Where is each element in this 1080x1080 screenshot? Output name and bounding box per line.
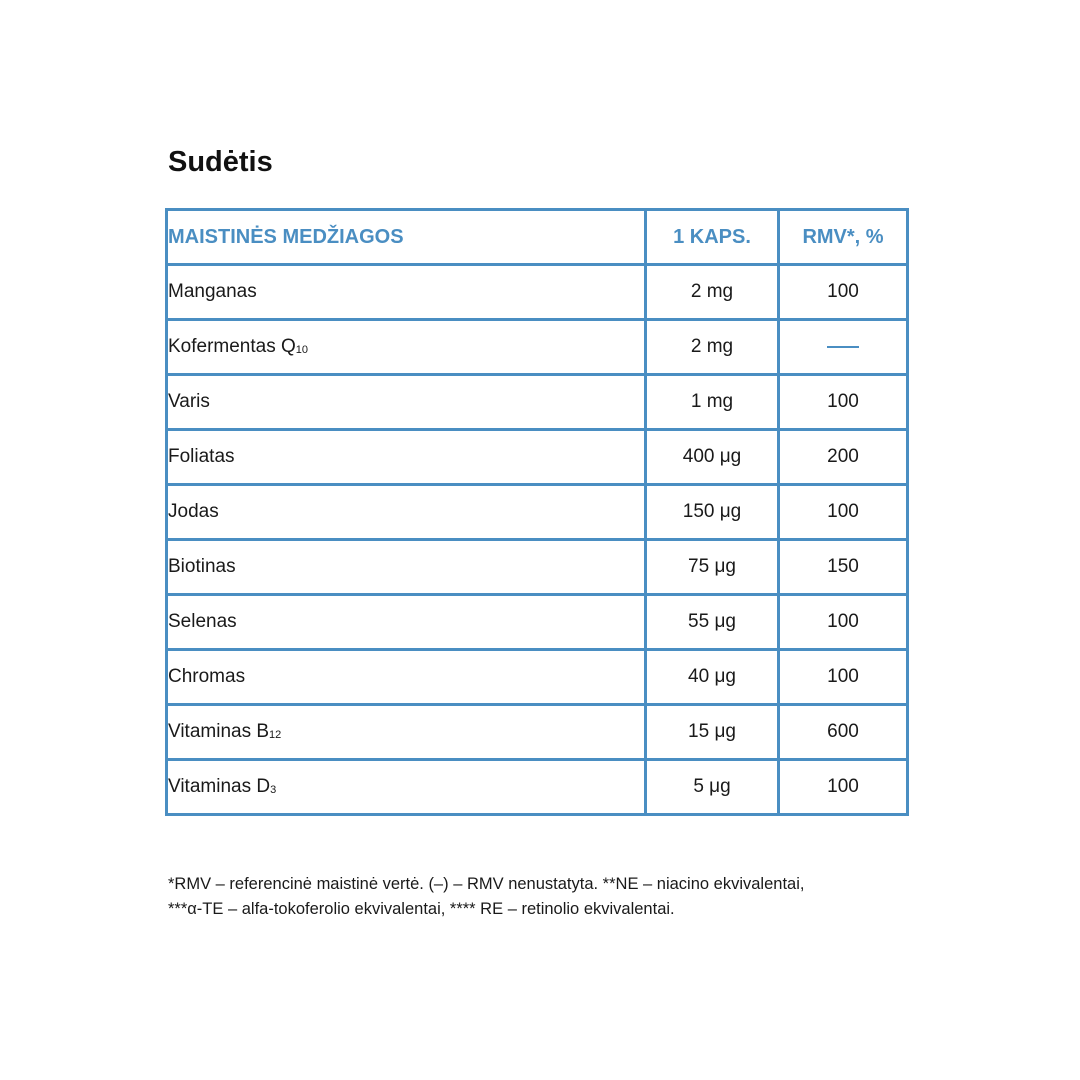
amount-per-capsule: 15 μg xyxy=(646,705,779,760)
dash-icon xyxy=(827,346,859,348)
table-row xyxy=(167,540,908,595)
nutrient-label: Manganas xyxy=(168,281,257,302)
table-header-row xyxy=(167,210,908,265)
amount-per-capsule: 1 mg xyxy=(646,375,779,430)
table-row xyxy=(167,760,908,815)
nutrient-name xyxy=(167,265,646,320)
nutrient-name xyxy=(167,595,646,650)
table-row xyxy=(167,265,908,320)
amount-per-capsule: 2 mg xyxy=(646,320,779,375)
nutrient-subscript: 10 xyxy=(295,344,309,356)
rmv-percent xyxy=(779,320,908,375)
nutrition-table xyxy=(165,208,909,816)
nutrient-label: Jodas xyxy=(168,501,219,522)
nutrient-name xyxy=(167,540,646,595)
page-title: Sudėtis xyxy=(168,146,273,178)
nutrient-label: Varis xyxy=(168,391,210,412)
rmv-percent: 100 xyxy=(779,375,908,430)
nutrient-label: Vitaminas D xyxy=(168,776,271,797)
table-row xyxy=(167,320,908,375)
nutrient-name xyxy=(167,430,646,485)
amount-per-capsule: 55 μg xyxy=(646,595,779,650)
table-row xyxy=(167,650,908,705)
rmv-percent: 100 xyxy=(779,760,908,815)
nutrient-label: Chromas xyxy=(168,666,246,687)
nutrient-subscript: 12 xyxy=(269,729,282,741)
table-row xyxy=(167,595,908,650)
header-rmv: RMV*, % xyxy=(779,210,908,265)
nutrient-name xyxy=(167,485,646,540)
footnote xyxy=(168,872,928,922)
nutrient-label: Foliatas xyxy=(168,446,235,467)
amount-per-capsule: 40 μg xyxy=(646,650,779,705)
amount-per-capsule: 5 μg xyxy=(646,760,779,815)
rmv-percent: 100 xyxy=(779,595,908,650)
table-row xyxy=(167,705,908,760)
rmv-percent: 200 xyxy=(779,430,908,485)
rmv-percent: 100 xyxy=(779,650,908,705)
amount-per-capsule: 150 μg xyxy=(646,485,779,540)
nutrient-label: Biotinas xyxy=(168,556,236,577)
table-row xyxy=(167,375,908,430)
nutrient-label: Selenas xyxy=(168,611,237,632)
amount-per-capsule: 2 mg xyxy=(646,265,779,320)
footnote-line-1: *RMV – referencinė maistinė vertė. (–) – RMV nenustatyta. **NE – niacino ekvivalentai, xyxy=(168,875,805,893)
rmv-percent: 150 xyxy=(779,540,908,595)
footnote-line-2: ***α-TE – alfa-tokoferolio ekvivalentai, **** RE – retinolio ekvivalentai. xyxy=(168,900,675,918)
table-row xyxy=(167,430,908,485)
nutrient-name xyxy=(167,760,646,815)
nutrient-name xyxy=(167,375,646,430)
nutrient-label: Vitaminas B xyxy=(168,721,270,742)
nutrient-name xyxy=(167,650,646,705)
nutrient-subscript: 3 xyxy=(270,784,277,796)
rmv-percent: 600 xyxy=(779,705,908,760)
nutrient-name xyxy=(167,705,646,760)
rmv-percent: 100 xyxy=(779,265,908,320)
amount-per-capsule: 400 μg xyxy=(646,430,779,485)
amount-per-capsule: 75 μg xyxy=(646,540,779,595)
table-row xyxy=(167,485,908,540)
nutrient-name xyxy=(167,320,646,375)
header-per-capsule: 1 KAPS. xyxy=(646,210,779,265)
rmv-percent: 100 xyxy=(779,485,908,540)
header-nutrient: MAISTINĖS MEDŽIAGOS xyxy=(167,210,646,265)
nutrient-label: Kofermentas Q xyxy=(168,336,296,357)
